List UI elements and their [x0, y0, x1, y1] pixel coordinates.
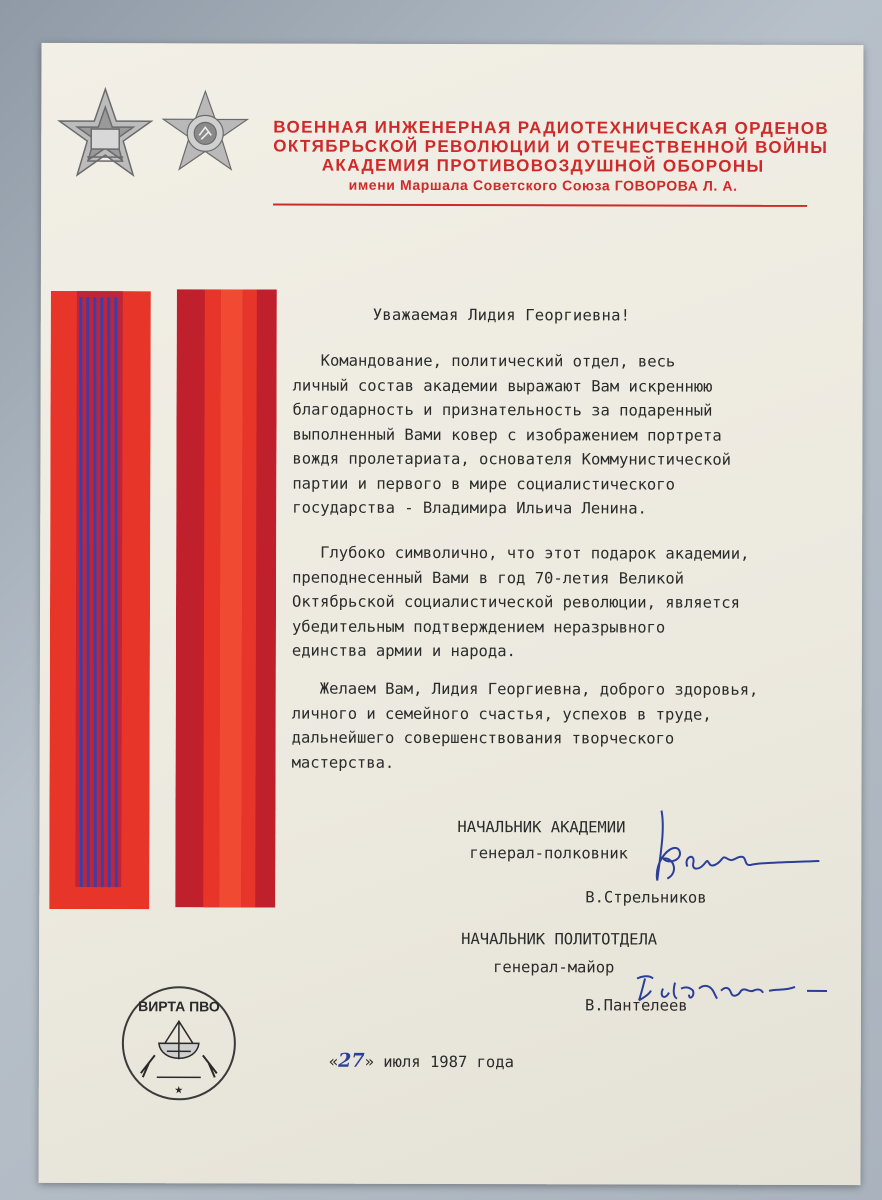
red-blue-ribbon-stripe	[49, 291, 151, 909]
virta-pvo-stamp	[121, 981, 241, 1105]
politdept-name: В.Пантелеев	[584, 996, 688, 1015]
greeting: Уважаемая Лидия Георгиевна!	[372, 305, 631, 325]
letterhead-line-2: ОКТЯБРЬСКОЙ РЕВОЛЮЦИИ И ОТЕЧЕСТВЕННОЙ ВОЙНЫ	[273, 136, 829, 157]
head-signature	[643, 801, 823, 901]
date-day: 27	[338, 1049, 365, 1072]
letter-sheet	[39, 43, 864, 1185]
letter-paragraph-1: Командование, политический отдел, весь личный состав академии выражают Вам искреннюю благодарность и признательность за подаренный выполненный Вами ковер с изображением портрета вождя пролетариата, основателя Коммунистической партии и первого в мире социалистического государства - Владимира Ильича Ленина.	[292, 351, 732, 518]
letterhead-line-4: имени Маршала Советского Союза ГОВОРОВА Л. А.	[348, 176, 738, 194]
head-title: НАЧАЛЬНИК АКАДЕМИИ	[457, 818, 626, 837]
radar-dish-rockets-icon	[141, 1021, 217, 1077]
head-rank: генерал-полковник	[469, 844, 629, 863]
svg-text:★: ★	[174, 1085, 184, 1097]
order-red-star-icon	[57, 85, 153, 189]
letter-paragraph-2: Глубоко символично, что этот подарок академии, преподнесенный Вами в год 70-летия Великой Октябрьской социалистической революции, является убедительным подтверждением неразрывного единства армии и народа.	[291, 543, 750, 661]
letter-paragraph-3: Желаем Вам, Лидия Георгиевна, доброго здоровья, личного и семейного счастья, успехов в труде, дальнейшего совершенствования творческого мастерства.	[291, 679, 759, 772]
letterhead-line-3: АКАДЕМИЯ ПРОТИВОВОЗДУШНОЙ ОБОРОНЫ	[321, 155, 765, 176]
order-patriotic-war-icon	[159, 89, 251, 185]
politdept-rank: генерал-майор	[493, 958, 615, 977]
letterhead-line-1: ВОЕННАЯ ИНЖЕНЕРНАЯ РАДИОТЕХНИЧЕСКАЯ ОРДЕНОВ	[273, 117, 830, 138]
politdept-title: НАЧАЛЬНИК ПОЛИТОТДЕЛА	[461, 930, 658, 949]
politdept-signature	[629, 960, 839, 1011]
head-name: В.Стрельников	[585, 888, 707, 907]
date-close-quote: »	[364, 1052, 374, 1071]
letterhead-rule	[273, 204, 807, 207]
letter-date	[329, 1050, 514, 1072]
red-ribbon-stripe	[175, 289, 277, 907]
date-rest: июля 1987 года	[373, 1052, 514, 1072]
academy-letterhead	[273, 117, 830, 194]
date-open-quote: «	[328, 1052, 339, 1071]
stamp-text: ВИРТА ПВО	[138, 998, 220, 1015]
